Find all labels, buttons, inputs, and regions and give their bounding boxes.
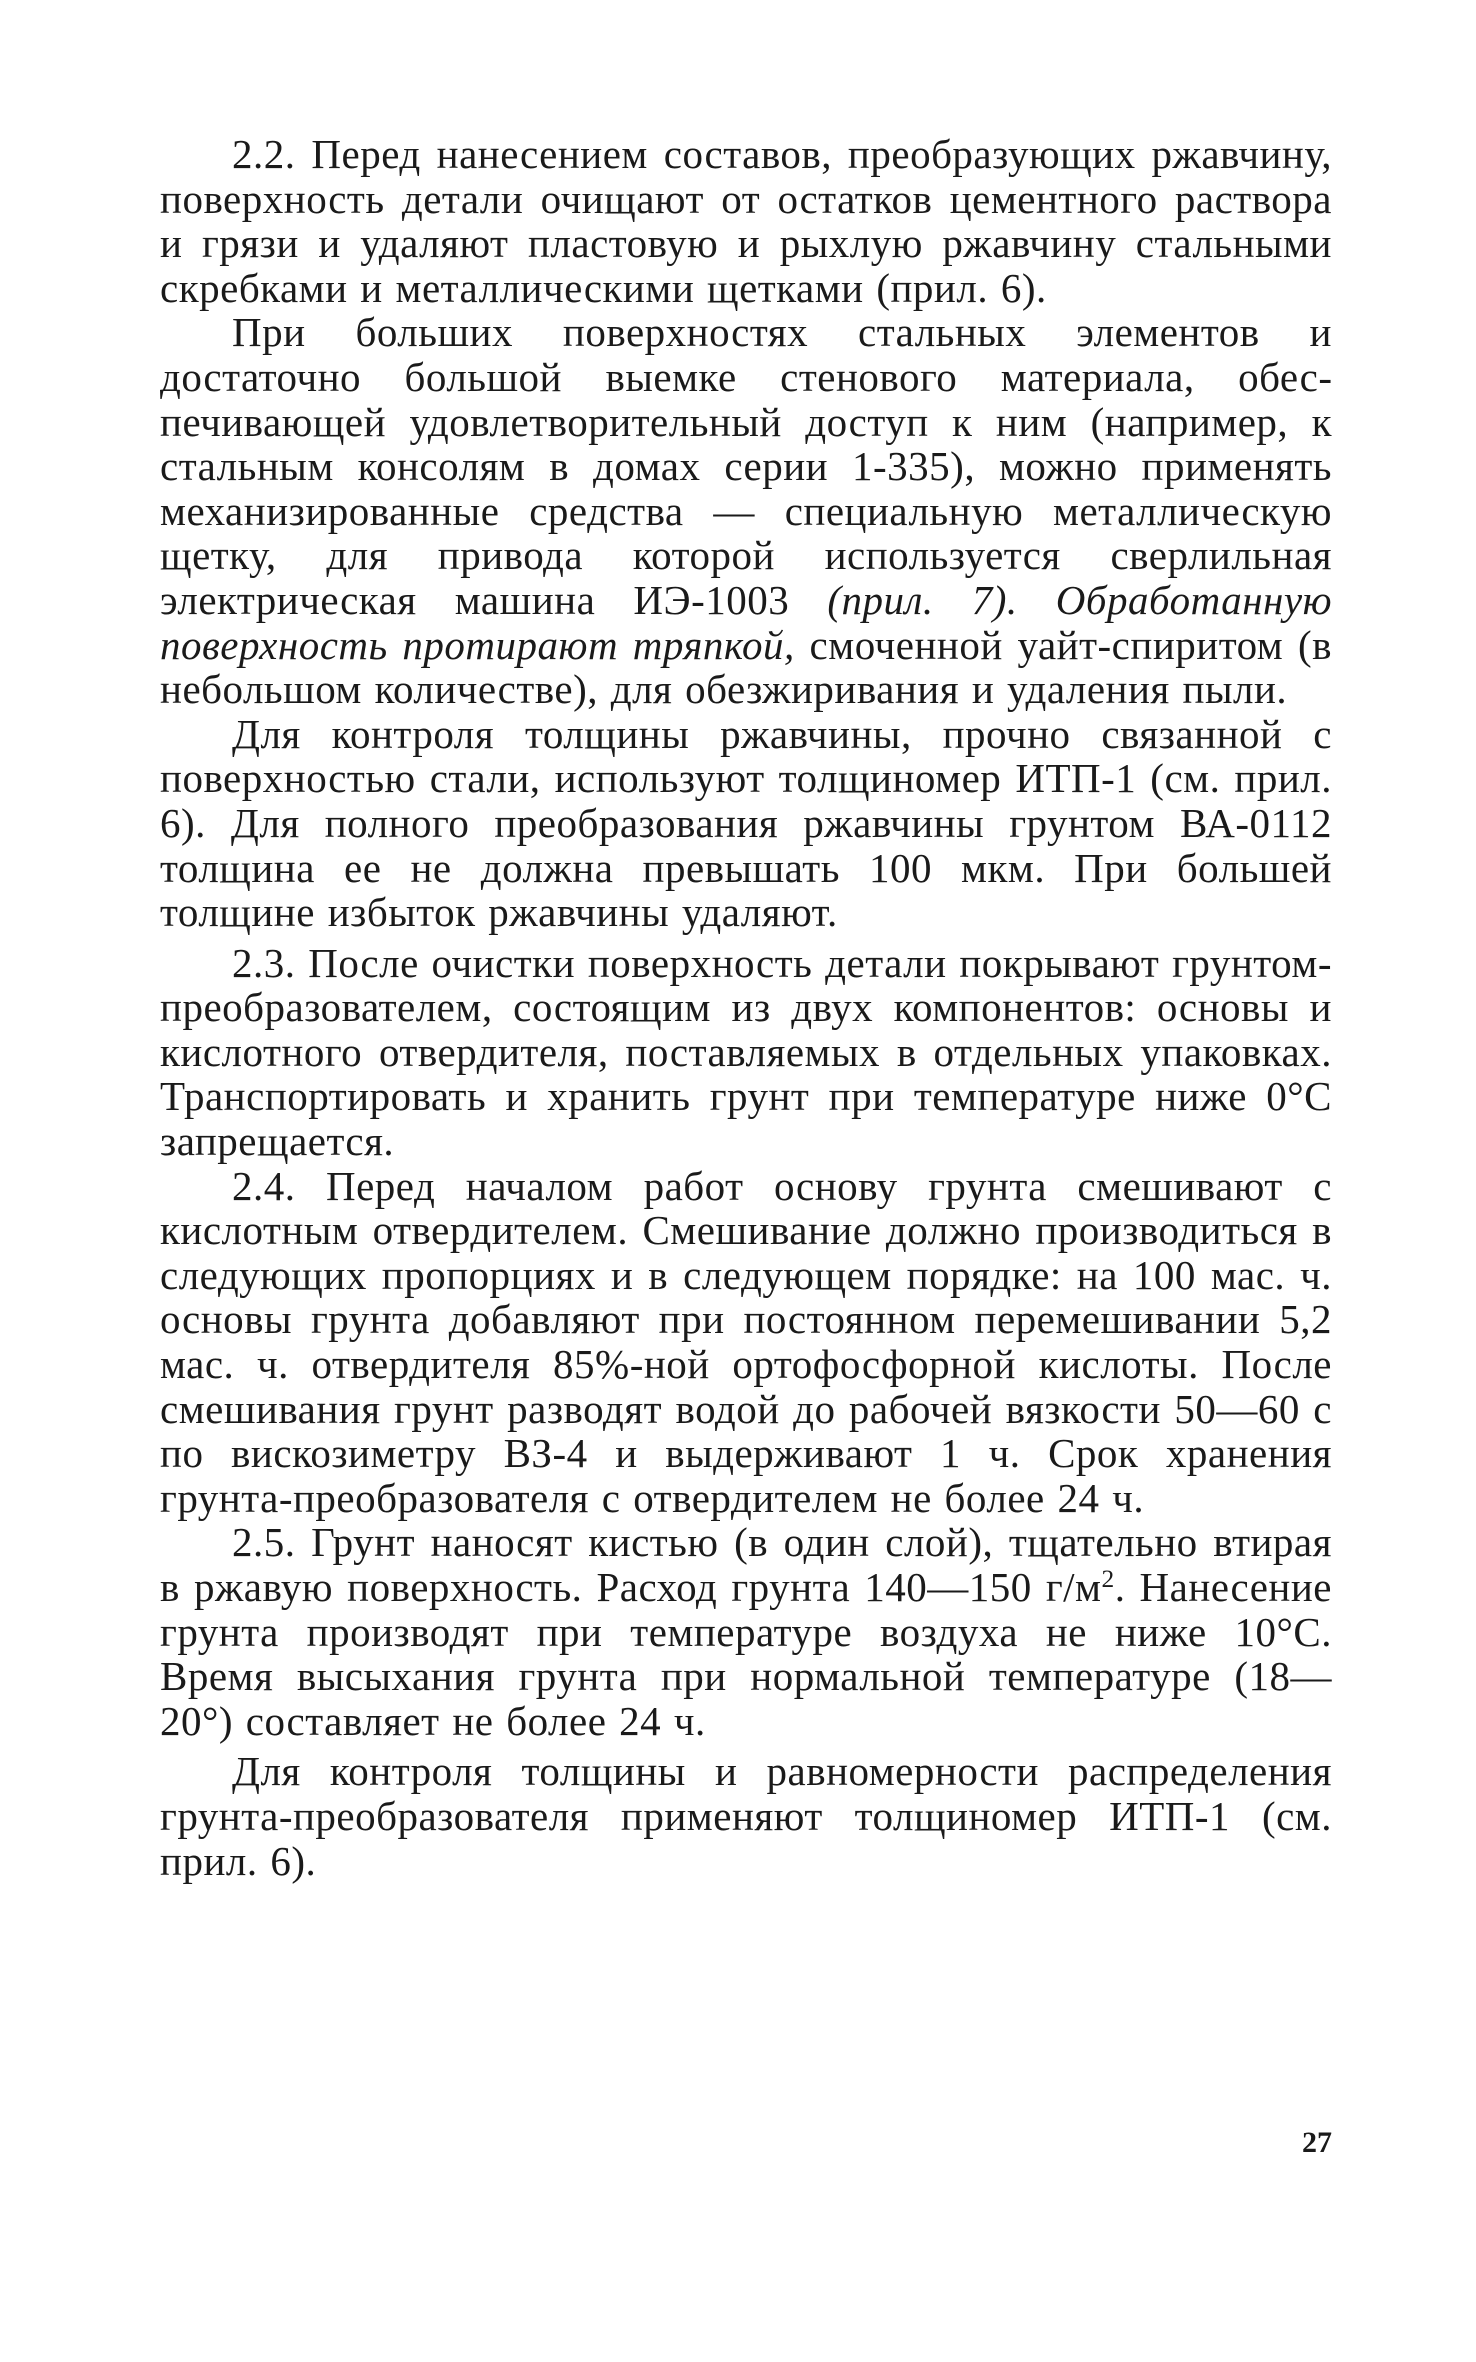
paragraph-2-3: 2.3. После очистки поверхность детали покрывают грунтом-преобразователем, состоящим из двух компонентов: основы и кислотного отвердителя, поставляемых в отдельных упаковках. Транспортировать и хранить грунт при температуре ниже 0°С запрещается. [160, 939, 1332, 1165]
paragraph-italic-text: (прил. 7). Обработанную поверхность протирают тряпкой, [160, 576, 1332, 668]
paragraph-2-2: 2.2. Перед нанесением составов, преобразующих ржавчину, поверхность детали очищают от остатков цементного раствора и грязи и удаляют пластовую и рыхлую ржавчину стальными скребками и металлическими щетками (прил. 6). [160, 131, 1332, 311]
paragraph-text: 2.5. Грунт наносят кистью (в один слой), тщательно втирая в ржавую поверхность. Расход грунта 140—150 г/м [160, 1519, 1332, 1610]
paragraph-2-2-rust-thickness: Для контроля толщины ржавчины, прочно связанной с поверхностью стали, используют толщиномер ИТП-1 (см. прил. 6). Для полного преобразования ржавчины грунтом ВА-0112 толщина ее не должна превышать 100 мкм. При большей толщине избыток ржавчины удаляют. [160, 710, 1332, 936]
paragraph-text: смоченной уайт-спиритом (в небольшом количестве), для обезжиривания и удаления пыли. [160, 621, 1333, 713]
paragraph-text: . Нанесение грунта производят при температуре воздуха не ниже 10°С. Время высыхания грунта при нормальной температуре (18—20°) составляет не более 24 ч. [160, 1564, 1332, 1744]
page-number: 27 [1302, 2126, 1332, 2159]
paragraph-2-5 [160, 1520, 1332, 1743]
paragraph-text: При больших поверхностях стальных элементов и достаточно большой выемке стенового материала, обеспечивающей удовлетворительный доступ к ним (например, к стальным консолям в домах серии 1-335), можно применять механизированные средства — специальную металлическую щетку, для привода которой используется сверлильная электрическая машина ИЭ-1003 [160, 309, 1332, 623]
paragraph-2-5-thickness-control: Для контроля толщины и равномерности распределения грунта-преобразователя применяют толщиномер ИТП-1 (см. прил. 6). [160, 1748, 1332, 1884]
document-page [160, 132, 1332, 1883]
paragraph-2-4: 2.4. Перед началом работ основу грунта смешивают с кислотным отвердителем. Смешивание должно производиться в следующих пропорциях и в следующем порядке: на 100 мас. ч. основы грунта добавляют при постоянном перемешивании 5,2 мас. ч. отвердителя 85%-ной ортофосфорной кислоты. После смешивания грунт разводят водой до рабочей вязкости 50—60 с по вискозиметру ВЗ-4 и выдерживают 1 ч. Срок хранения грунта-преобразователя с отвердителем не более 24 ч. [160, 1162, 1332, 1521]
superscript: 2 [1101, 1565, 1115, 1594]
paragraph-2-2-mechanized-cleaning [160, 310, 1332, 711]
